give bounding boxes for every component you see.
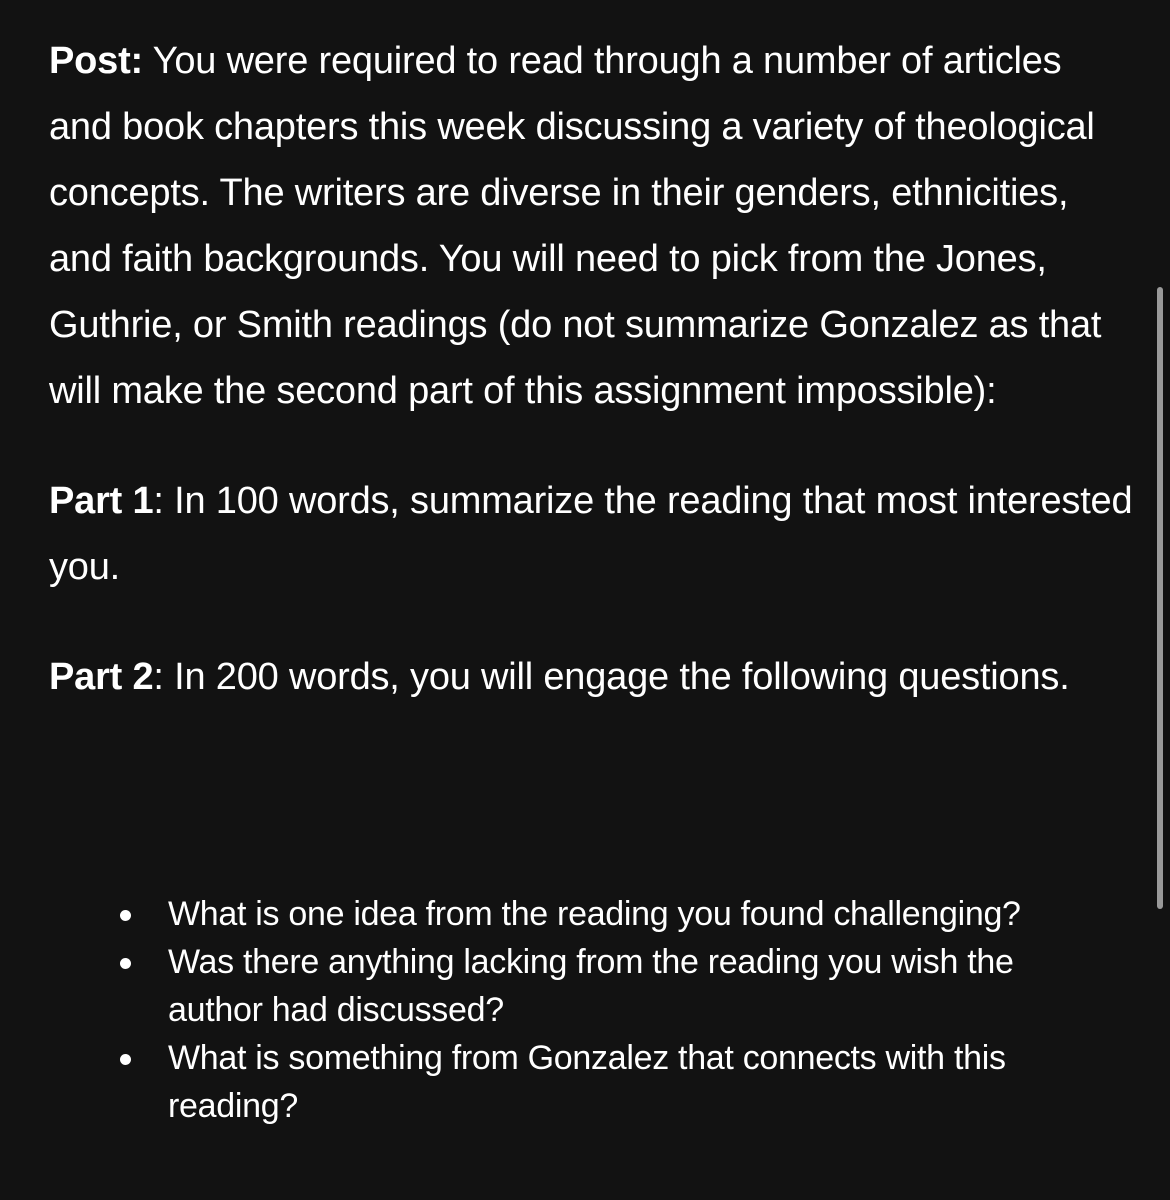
part1-label: Part 1: [49, 480, 154, 522]
bullet-icon: [120, 1054, 131, 1065]
list-item: [120, 890, 1080, 938]
post-paragraph: [49, 28, 1134, 424]
scrollbar[interactable]: [1157, 287, 1163, 909]
assignment-content: [49, 28, 1134, 710]
questions-list: [120, 890, 1080, 1130]
part1-paragraph: [49, 468, 1134, 600]
part2-label: Part 2: [49, 656, 154, 698]
bullet-icon: [120, 910, 131, 921]
question-text: Was there anything lacking from the reading you wish the author had discussed?: [168, 943, 1014, 1029]
bullet-icon: [120, 958, 131, 969]
part2-text: : In 200 words, you will engage the following questions.: [153, 656, 1070, 698]
list-item: [120, 938, 1080, 1034]
post-text: You were required to read through a number of articles and book chapters this week discussing a variety of theological concepts. The writers are diverse in their genders, ethnicities, and faith backgrounds. You will need to pick from the Jones, Guthrie, or Smith readings (do not summarize Gonzalez as that will make the second part of this assignment impossible):: [49, 40, 1102, 412]
part2-paragraph: [49, 644, 1134, 710]
question-text: What is one idea from the reading you found challenging?: [168, 895, 1021, 933]
list-item: [120, 1034, 1080, 1130]
post-label: Post:: [49, 40, 144, 82]
question-text: What is something from Gonzalez that connects with this reading?: [168, 1039, 1006, 1125]
part1-text: : In 100 words, summarize the reading that most interested you.: [49, 480, 1133, 588]
